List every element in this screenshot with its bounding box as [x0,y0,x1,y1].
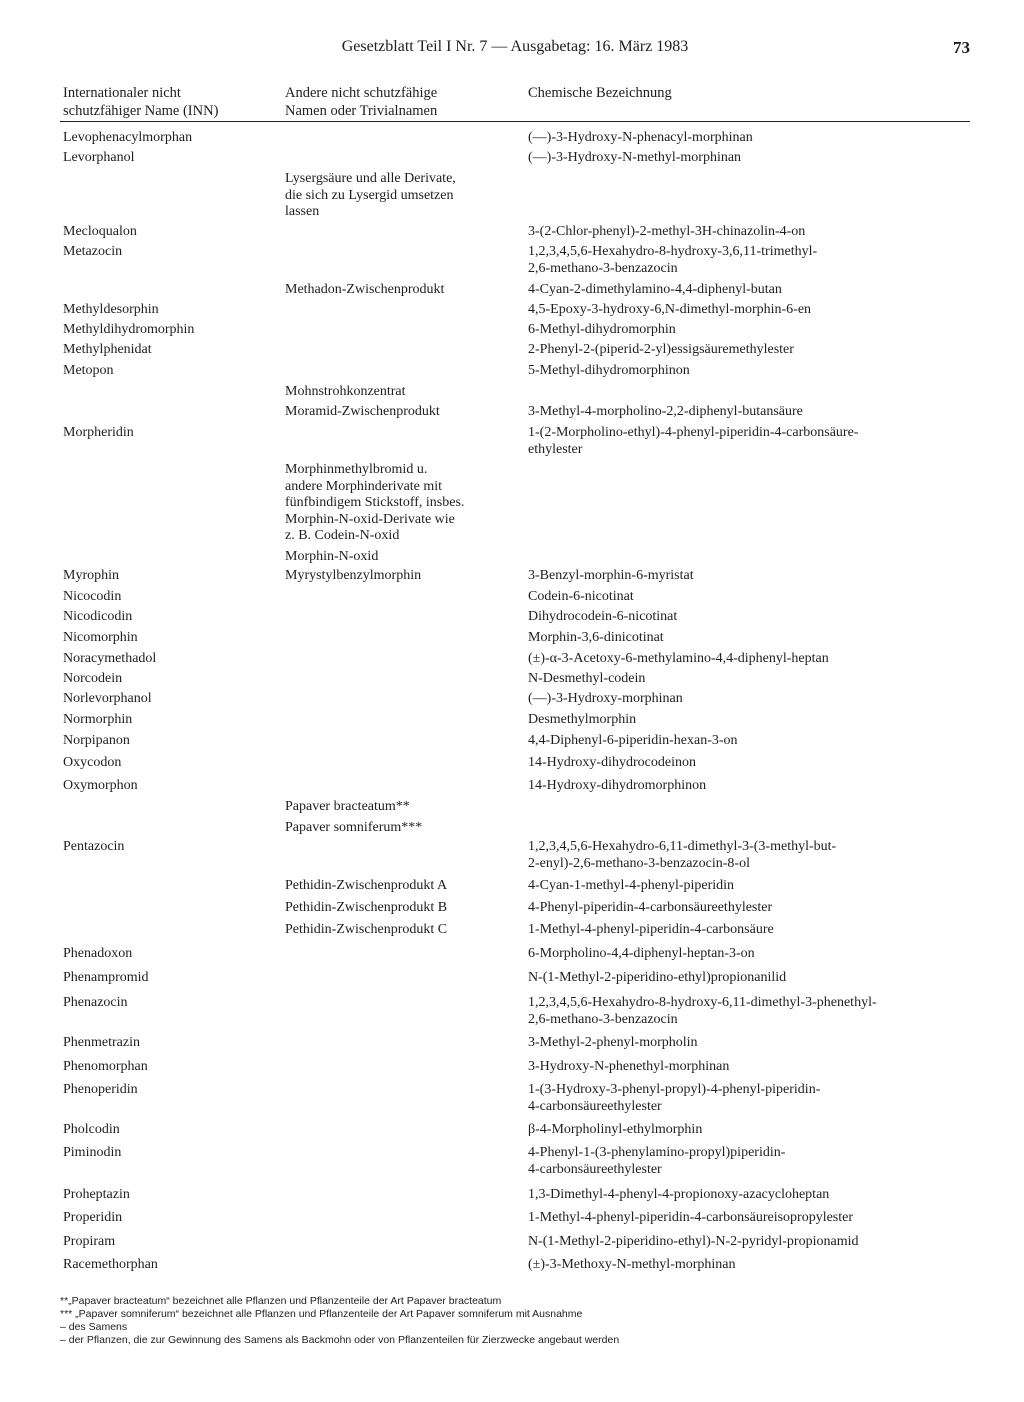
chemical-name: 1-(3-Hydroxy-3-phenyl-propyl)-4-phenyl-piperidin- [528,1082,821,1097]
inn-name: Norpipanon [63,733,130,748]
chemical-name: 4-Cyan-1-methyl-4-phenyl-piperidin [528,878,735,893]
chemical-name: 1,3-Dimethyl-4-phenyl-4-propionoxy-azacycloheptan [528,1187,830,1202]
header-rule [60,121,970,122]
inn-name: Noracymethadol [63,651,157,666]
chemical-name: 4-Phenyl-1-(3-phenylamino-propyl)piperidin- [528,1145,786,1160]
inn-name: Mecloqualon [63,224,137,239]
inn-name: Nicomorphin [63,630,138,645]
other-name: Morphin-N-oxid-Derivate wie [285,511,455,527]
chemical-name: 4-Cyan-2-dimethylamino-4,4-diphenyl-butan [528,282,782,297]
chemical-name: 2-Phenyl-2-(piperid-2-yl)essigsäuremethylester [528,342,794,357]
inn-name: Methylphenidat [63,342,152,357]
chemical-name: (—)-3-Hydroxy-N-phenacyl-morphinan [528,130,753,145]
chemical-name: 3-Benzyl-morphin-6-myristat [528,568,694,583]
other-name: z. B. Codein-N-oxid [285,528,400,543]
inn-name: Pholcodin [63,1122,120,1137]
gazette-title: Gesetzblatt Teil I Nr. 7 — Ausgabetag: 16. März 1983 [341,38,689,55]
chemical-name: 3-(2-Chlor-phenyl)-2-methyl-3H-chinazolin-4-on [528,224,806,239]
inn-name: Morpheridin [63,425,134,440]
chemical-name: 4-carbonsäureethylester [528,1161,662,1177]
chemical-name: N-Desmethyl-codein [528,671,646,686]
chemical-name: 1-Methyl-4-phenyl-piperidin-4-carbonsäureisopropylester [528,1210,854,1225]
column-header-inn [63,84,218,120]
chemical-name: 1,2,3,4,5,6-Hexahydro-8-hydroxy-3,6,11-trimethyl- [528,244,818,259]
inn-name: Methyldesorphin [63,302,159,317]
other-name: Pethidin-Zwischenprodukt C [285,922,448,937]
column-header-other-names [285,84,437,120]
chemical-name: 1,2,3,4,5,6-Hexahydro-8-hydroxy-6,11-dimethyl-3-phenethyl- [528,995,877,1010]
other-name: Lysergsäure und alle Derivate, [285,171,456,186]
other-name: Pethidin-Zwischenprodukt B [285,900,448,915]
chemical-name: Codein-6-nicotinat [528,589,634,604]
inn-name: Phenmetrazin [63,1035,140,1050]
chemical-name: 3-Methyl-2-phenyl-morpholin [528,1035,698,1050]
column-header-line: Internationaler nicht [63,85,181,101]
other-name: Pethidin-Zwischenprodukt A [285,878,448,893]
inn-name: Pentazocin [63,839,125,854]
other-name: die sich zu Lysergid umsetzen [285,187,454,203]
chemical-name: 2,6-methano-3-benzazocin [528,1011,678,1027]
chemical-name: Dihydrocodein-6-nicotinat [528,609,678,624]
inn-name: Proheptazin [63,1187,130,1202]
inn-name: Oxycodon [63,755,122,770]
other-name: andere Morphinderivate mit [285,478,443,494]
footnote: – des Samens [60,1321,128,1333]
inn-name: Norcodein [63,671,123,686]
chemical-name: 6-Morpholino-4,4-diphenyl-heptan-3-on [528,946,755,961]
inn-name: Metazocin [63,244,123,259]
footnote: **„Papaver bracteatum“ bezeichnet alle Pflanzen und Pflanzenteile der Art Papaver bracteatum [60,1295,502,1307]
page-number: 73 [953,38,970,57]
chemical-name: 2,6-methano-3-benzazocin [528,260,678,276]
chemical-name: (±)-3-Methoxy-N-methyl-morphinan [528,1257,736,1272]
other-name: lassen [285,204,320,219]
chemical-name: N-(1-Methyl-2-piperidino-ethyl)-N-2-pyridyl-propionamid [528,1234,859,1249]
inn-name: Phenampromid [63,970,149,985]
chemical-name: 14-Hydroxy-dihydromorphinon [528,778,707,793]
column-header-line: Chemische Bezeichnung [528,85,672,101]
other-name: Morphinmethylbromid u. [285,462,428,477]
other-name: fünfbindigem Stickstoff, insbes. [285,495,465,510]
inn-name: Phenoperidin [63,1082,138,1097]
inn-name: Phenadoxon [63,946,133,961]
inn-name: Levorphanol [63,150,135,165]
inn-name: Phenazocin [63,995,128,1010]
inn-name: Myrophin [63,568,119,583]
column-header-line: Namen oder Trivialnamen [285,103,438,119]
chemical-name: 3-Hydroxy-N-phenethyl-morphinan [528,1059,730,1074]
chemical-name: 2-enyl)-2,6-methano-3-benzazocin-8-ol [528,855,750,871]
chemical-name: 1,2,3,4,5,6-Hexahydro-6,11-dimethyl-3-(3-methyl-but- [528,839,837,854]
chemical-name: 5-Methyl-dihydromorphinon [528,363,690,378]
chemical-name: ethylester [528,441,583,457]
chemical-name: (—)-3-Hydroxy-N-methyl-morphinan [528,150,742,165]
column-header-line: schutzfähiger Name (INN) [63,103,219,119]
chemical-name: 6-Methyl-dihydromorphin [528,322,676,337]
other-name: Papaver bracteatum** [285,799,410,814]
inn-name: Oxymorphon [63,778,138,793]
inn-name: Nicocodin [63,589,122,604]
inn-name: Methyldihydromorphin [63,322,195,337]
column-header-chemical-name [528,84,672,102]
inn-name: Levophenacylmorphan [63,130,193,145]
inn-name: Phenomorphan [63,1059,148,1074]
other-name: Moramid-Zwischenprodukt [285,404,440,419]
footnote: – der Pflanzen, die zur Gewinnung des Samens als Backmohn oder von Pflanzenteilen für Zierzwecke angebaut werden [60,1334,620,1346]
other-name: Mohnstrohkonzentrat [285,384,406,399]
page-header [60,38,970,62]
inn-name: Norlevorphanol [63,691,152,706]
chemical-name: Morphin-3,6-dinicotinat [528,630,664,645]
chemical-name: (±)-α-3-Acetoxy-6-methylamino-4,4-diphenyl-heptan [528,651,829,666]
inn-name: Nicodicodin [63,609,133,624]
inn-name: Properidin [63,1210,123,1225]
footnotes [60,1295,960,1347]
chemical-name: 4,5-Epoxy-3-hydroxy-6,N-dimethyl-morphin-6-en [528,302,812,317]
column-header-line: Andere nicht schutzfähige [285,85,438,101]
footnote: *** „Papaver somniferum“ bezeichnet alle Pflanzen und Pflanzenteile der Art Papaver somniferum mit Ausnahme [60,1308,583,1320]
other-name: Methadon-Zwischenprodukt [285,282,445,297]
inn-name: Metopon [63,363,114,378]
chemical-name: 4-carbonsäureethylester [528,1098,662,1114]
inn-name: Normorphin [63,712,133,727]
chemical-name: 3-Methyl-4-morpholino-2,2-diphenyl-butansäure [528,404,803,419]
chemical-name: 1-(2-Morpholino-ethyl)-4-phenyl-piperidin-4-carbonsäure- [528,425,859,440]
chemical-name: 1-Methyl-4-phenyl-piperidin-4-carbonsäure [528,922,774,937]
other-name: Morphin-N-oxid [285,549,379,564]
chemical-name: 4-Phenyl-piperidin-4-carbonsäureethylester [528,900,773,915]
inn-name: Racemethorphan [63,1257,158,1272]
chemical-name: (—)-3-Hydroxy-morphinan [528,691,683,706]
other-name: Papaver somniferum*** [285,820,423,835]
inn-name: Propiram [63,1234,116,1249]
inn-name: Piminodin [63,1145,122,1160]
chemical-name: 14-Hydroxy-dihydrocodeinon [528,755,696,770]
chemical-name: N-(1-Methyl-2-piperidino-ethyl)propionanilid [528,970,787,985]
other-name: Myrystylbenzylmorphin [285,568,422,583]
chemical-name: Desmethylmorphin [528,712,637,727]
chemical-name: 4,4-Diphenyl-6-piperidin-hexan-3-on [528,733,738,748]
chemical-name: β-4-Morpholinyl-ethylmorphin [528,1122,703,1137]
